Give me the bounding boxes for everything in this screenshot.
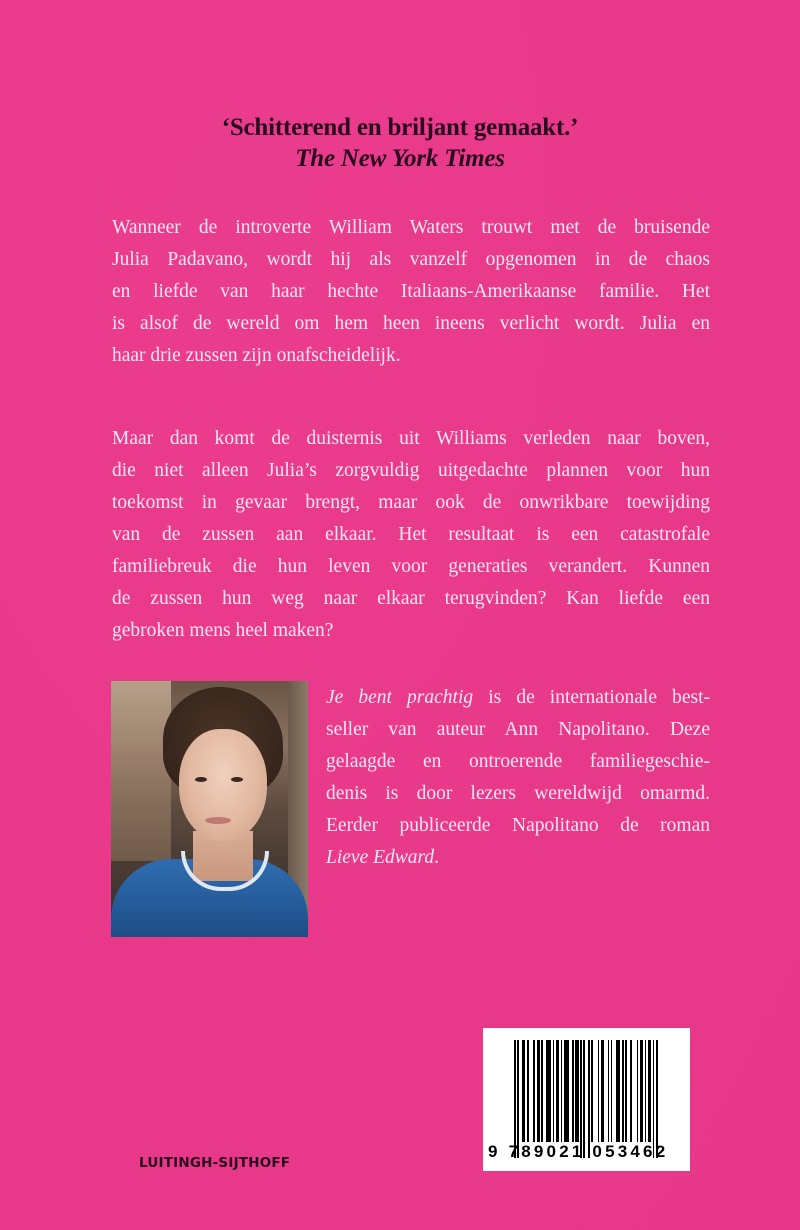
photo-eye [231, 777, 243, 782]
isbn-barcode [483, 1028, 690, 1171]
photo-lips [205, 817, 231, 824]
text-line: en liefde van haar hechte Italiaans-Amerikaanse familie. Het [112, 281, 710, 302]
text-line: die niet alleen Julia’s zorgvuldig uitgedachte plannen voor hun [112, 460, 710, 481]
review-quote [0, 112, 800, 174]
isbn-number: 9 789021 053462 [488, 1142, 669, 1161]
text-line: familiebreuk die hun leven voor generaties verandert. Kunnen [112, 556, 710, 577]
author-bio [326, 682, 710, 874]
blurb-paragraph-2 [112, 423, 710, 647]
text-line [326, 842, 710, 874]
text-line: van de zussen aan elkaar. Het resultaat is een catastrofale [112, 524, 710, 545]
book-title: Je bent prachtig [326, 687, 474, 708]
text-line: Eerder publiceerde Napolitano de roman [326, 815, 710, 836]
publisher-logo: LUITINGH-SIJTHOFF [139, 1155, 291, 1171]
barcode-bars [514, 1040, 658, 1158]
blurb-paragraph-1 [112, 212, 710, 372]
text-line: Maar dan komt de duisternis uit Williams verleden naar boven, [112, 428, 710, 449]
quote-source: The New York Times [295, 145, 505, 172]
text-line: Julia Padavano, wordt hij als vanzelf opgenomen in de chaos [112, 249, 710, 270]
barcode-bar [656, 1040, 658, 1158]
bio-text: . [434, 847, 440, 868]
photo-face [179, 729, 267, 841]
author-photo [111, 681, 308, 937]
text-line: Wanneer de introverte William Waters trouwt met de bruisende [112, 217, 710, 238]
text-line: toekomst in gevaar brengt, maar ook de onwrikbare toewijding [112, 492, 710, 513]
text-line: de zussen hun weg naar elkaar terugvinden? Kan liefde een [112, 588, 710, 609]
text-line [326, 682, 710, 714]
text-line: denis is door lezers wereldwijd omarmd. [326, 783, 710, 804]
quote-text: ‘Schitterend en briljant gemaakt.’ [221, 114, 579, 141]
text-line: haar drie zussen zijn onafscheidelijk. [112, 345, 401, 366]
photo-eye [195, 777, 207, 782]
photo-background [111, 681, 171, 861]
bio-text: is de internationale best- [473, 687, 710, 708]
previous-book-title: Lieve Edward [326, 847, 435, 868]
text-line: is alsof de wereld om hem heen ineens verlicht wordt. Julia en [112, 313, 710, 334]
text-line: seller van auteur Ann Napolitano. Deze [326, 719, 710, 740]
text-line: gelaagde en ontroerende familiegeschie- [326, 751, 710, 772]
text-line: gebroken mens heel maken? [112, 620, 334, 641]
